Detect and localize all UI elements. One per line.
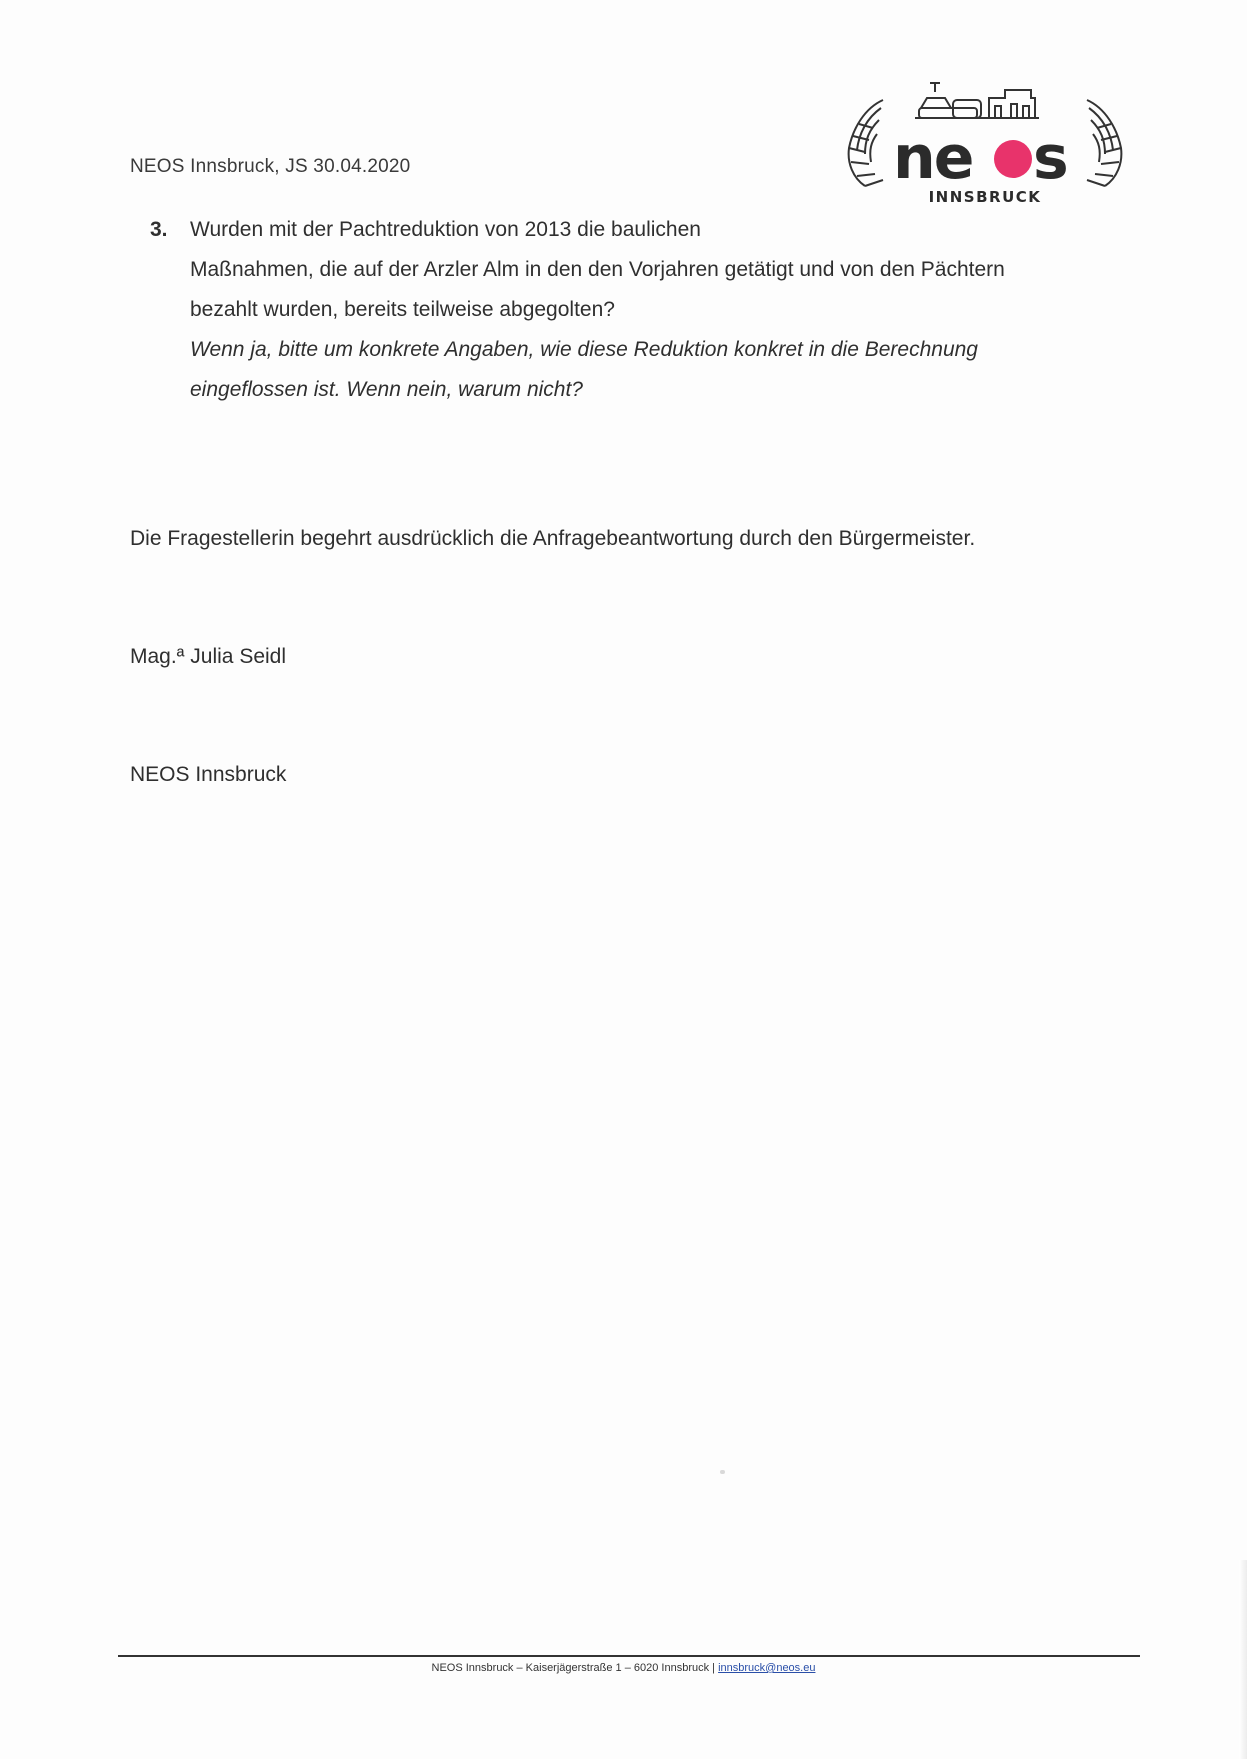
header-meta: NEOS Innsbruck, JS 30.04.2020	[130, 156, 411, 177]
question-line: Wurden mit der Pachtreduktion von 2013 die baulichen	[190, 218, 701, 241]
question-line: Maßnahmen, die auf der Arzler Alm in den den Vorjahren getätigt und von den Pächtern	[190, 258, 1005, 281]
footer-address: NEOS Innsbruck – Kaiserjägerstraße 1 – 6020 Innsbruck |	[431, 1662, 719, 1674]
right-wing-icon	[1087, 100, 1121, 186]
footer	[0, 1662, 1247, 1674]
organization-name: NEOS Innsbruck	[130, 763, 287, 786]
neos-innsbruck-logo	[835, 78, 1135, 213]
request-statement: Die Fragestellerin begehrt ausdrücklich die Anfragebeantwortung durch den Bürgermeister.	[130, 527, 976, 550]
signature-name: Mag.ª Julia Seidl	[130, 645, 287, 668]
question-followup-line: eingeflossen ist. Wenn nein, warum nicht?	[190, 378, 583, 401]
question-3	[150, 210, 1130, 410]
svg-text:ne: ne	[893, 123, 973, 193]
footer-email-link[interactable]: innsbruck@neos.eu	[718, 1662, 816, 1674]
left-wing-icon	[849, 100, 883, 186]
question-number: 3.	[150, 218, 168, 241]
skyline-icon	[915, 83, 1039, 118]
question-line: bezahlt wurden, bereits teilweise abgegolten?	[190, 298, 615, 321]
svg-text:s: s	[1033, 123, 1069, 193]
question-followup-line: Wenn ja, bitte um konkrete Angaben, wie diese Reduktion konkret in die Berechnung	[190, 338, 978, 361]
scan-speck	[720, 1470, 725, 1474]
neos-dot-icon	[994, 140, 1032, 178]
scan-edge-shadow	[1239, 1560, 1247, 1759]
question-body	[190, 210, 1130, 410]
footer-divider	[118, 1655, 1140, 1657]
svg-text:INNSBRUCK: INNSBRUCK	[928, 188, 1042, 206]
